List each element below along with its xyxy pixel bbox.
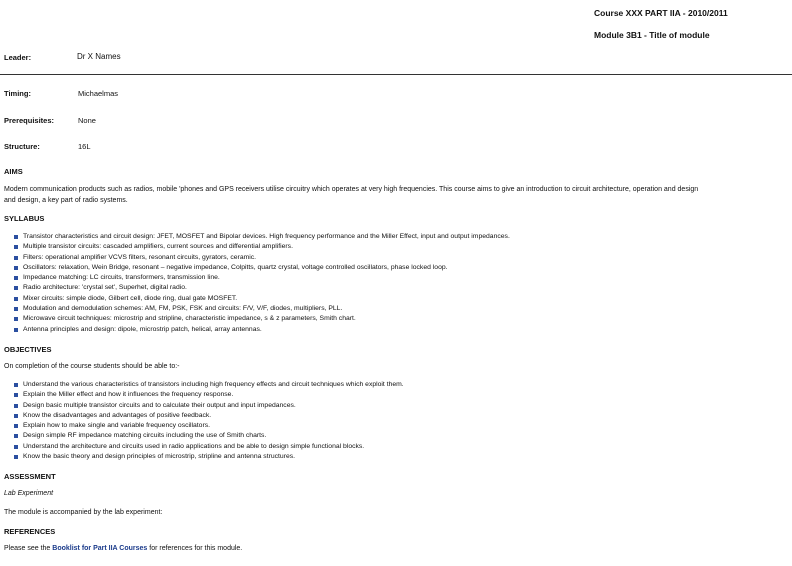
list-item: Know the basic theory and design principles of microstrip, stripline and antenna structures. [14,452,404,462]
prerequisites-label: Prerequisites: [4,116,55,125]
list-item: Understand the architecture and circuits used in radio applications and be able to design simple functional blocks. [14,442,404,452]
prerequisites-value: None [78,116,96,125]
list-item: Design basic multiple transistor circuits and to calculate their output and input impedances. [14,401,404,411]
leader-value: Dr X Names [77,52,121,61]
leader-label: Leader: [4,53,32,62]
list-item: Microwave circuit techniques: microstrip and stripline, characteristic impedance, s & z parameters, Smith chart. [14,314,510,324]
list-item: Impedance matching: LC circuits, transformers, transmission line. [14,273,510,283]
aims-text-line2: and design, a key part of radio systems. [4,197,128,204]
list-item: Mixer circuits: simple diode, Gilbert cell, diode ring, dual gate MOSFET. [14,294,510,304]
structure-label: Structure: [4,142,40,151]
list-item: Design simple RF impedance matching circuits including the use of Smith charts. [14,431,404,441]
references-suffix: for references for this module. [147,545,243,552]
timing-label: Timing: [4,89,31,98]
list-item: Modulation and demodulation schemes: AM, FM, PSK, FSK and circuits: F/V, V/F, diodes, multipliers, PLL. [14,304,510,314]
structure-value: 16L [78,142,91,151]
list-item: Antenna principles and design: dipole, microstrip patch, helical, array antennas. [14,325,510,335]
list-item: Filters: operational amplifier VCVS filters, resonant circuits, gyrators, ceramic. [14,253,510,263]
objectives-list [14,380,404,462]
header-divider [0,74,792,75]
timing-value: Michaelmas [78,89,119,98]
assessment-heading: ASSESSMENT [4,472,56,481]
booklist-link[interactable]: Booklist for Part IIA Courses [52,545,148,552]
list-item: Transistor characteristics and circuit design: JFET, MOSFET and Bipolar devices. High frequency performance and the Miller Effect, input and output impedances. [14,232,510,242]
references-prefix: Please see the [4,545,53,552]
syllabus-list [14,232,510,335]
course-title: Course XXX PART IIA - 2010/2011 [594,8,728,18]
syllabus-heading: SYLLABUS [4,214,45,223]
assessment-subheading: Lab Experiment [4,490,54,497]
aims-text-line1: Modern communication products such as radios, mobile 'phones and GPS receivers utilise circuitry which operates at very high frequencies. This course aims to give an introduction to circuit architecture, operation and design [4,186,699,193]
list-item: Explain how to make single and variable frequency oscillators. [14,421,404,431]
objectives-heading: OBJECTIVES [4,345,52,354]
list-item: Radio architecture: 'crystal set', Superhet, digital radio. [14,283,510,293]
module-title: Module 3B1 - Title of module [594,30,710,40]
references-heading: REFERENCES [4,527,56,536]
list-item: Multiple transistor circuits: cascaded amplifiers, current sources and differential amplifiers. [14,242,510,252]
list-item: Oscillators: relaxation, Wein Bridge, resonant – negative impedance, Colpitts, quartz crystal, voltage controlled oscillators, phase locked loop. [14,263,510,273]
objectives-intro: On completion of the course students should be able to:- [4,363,180,370]
assessment-text: The module is accompanied by the lab experiment: [4,509,163,516]
list-item: Understand the various characteristics of transistors including high frequency effects and circuit techniques which exploit them. [14,380,404,390]
list-item: Know the disadvantages and advantages of positive feedback. [14,411,404,421]
references-text [4,545,242,552]
aims-heading: AIMS [4,167,23,176]
list-item: Explain the Miller effect and how it influences the frequency response. [14,390,404,400]
